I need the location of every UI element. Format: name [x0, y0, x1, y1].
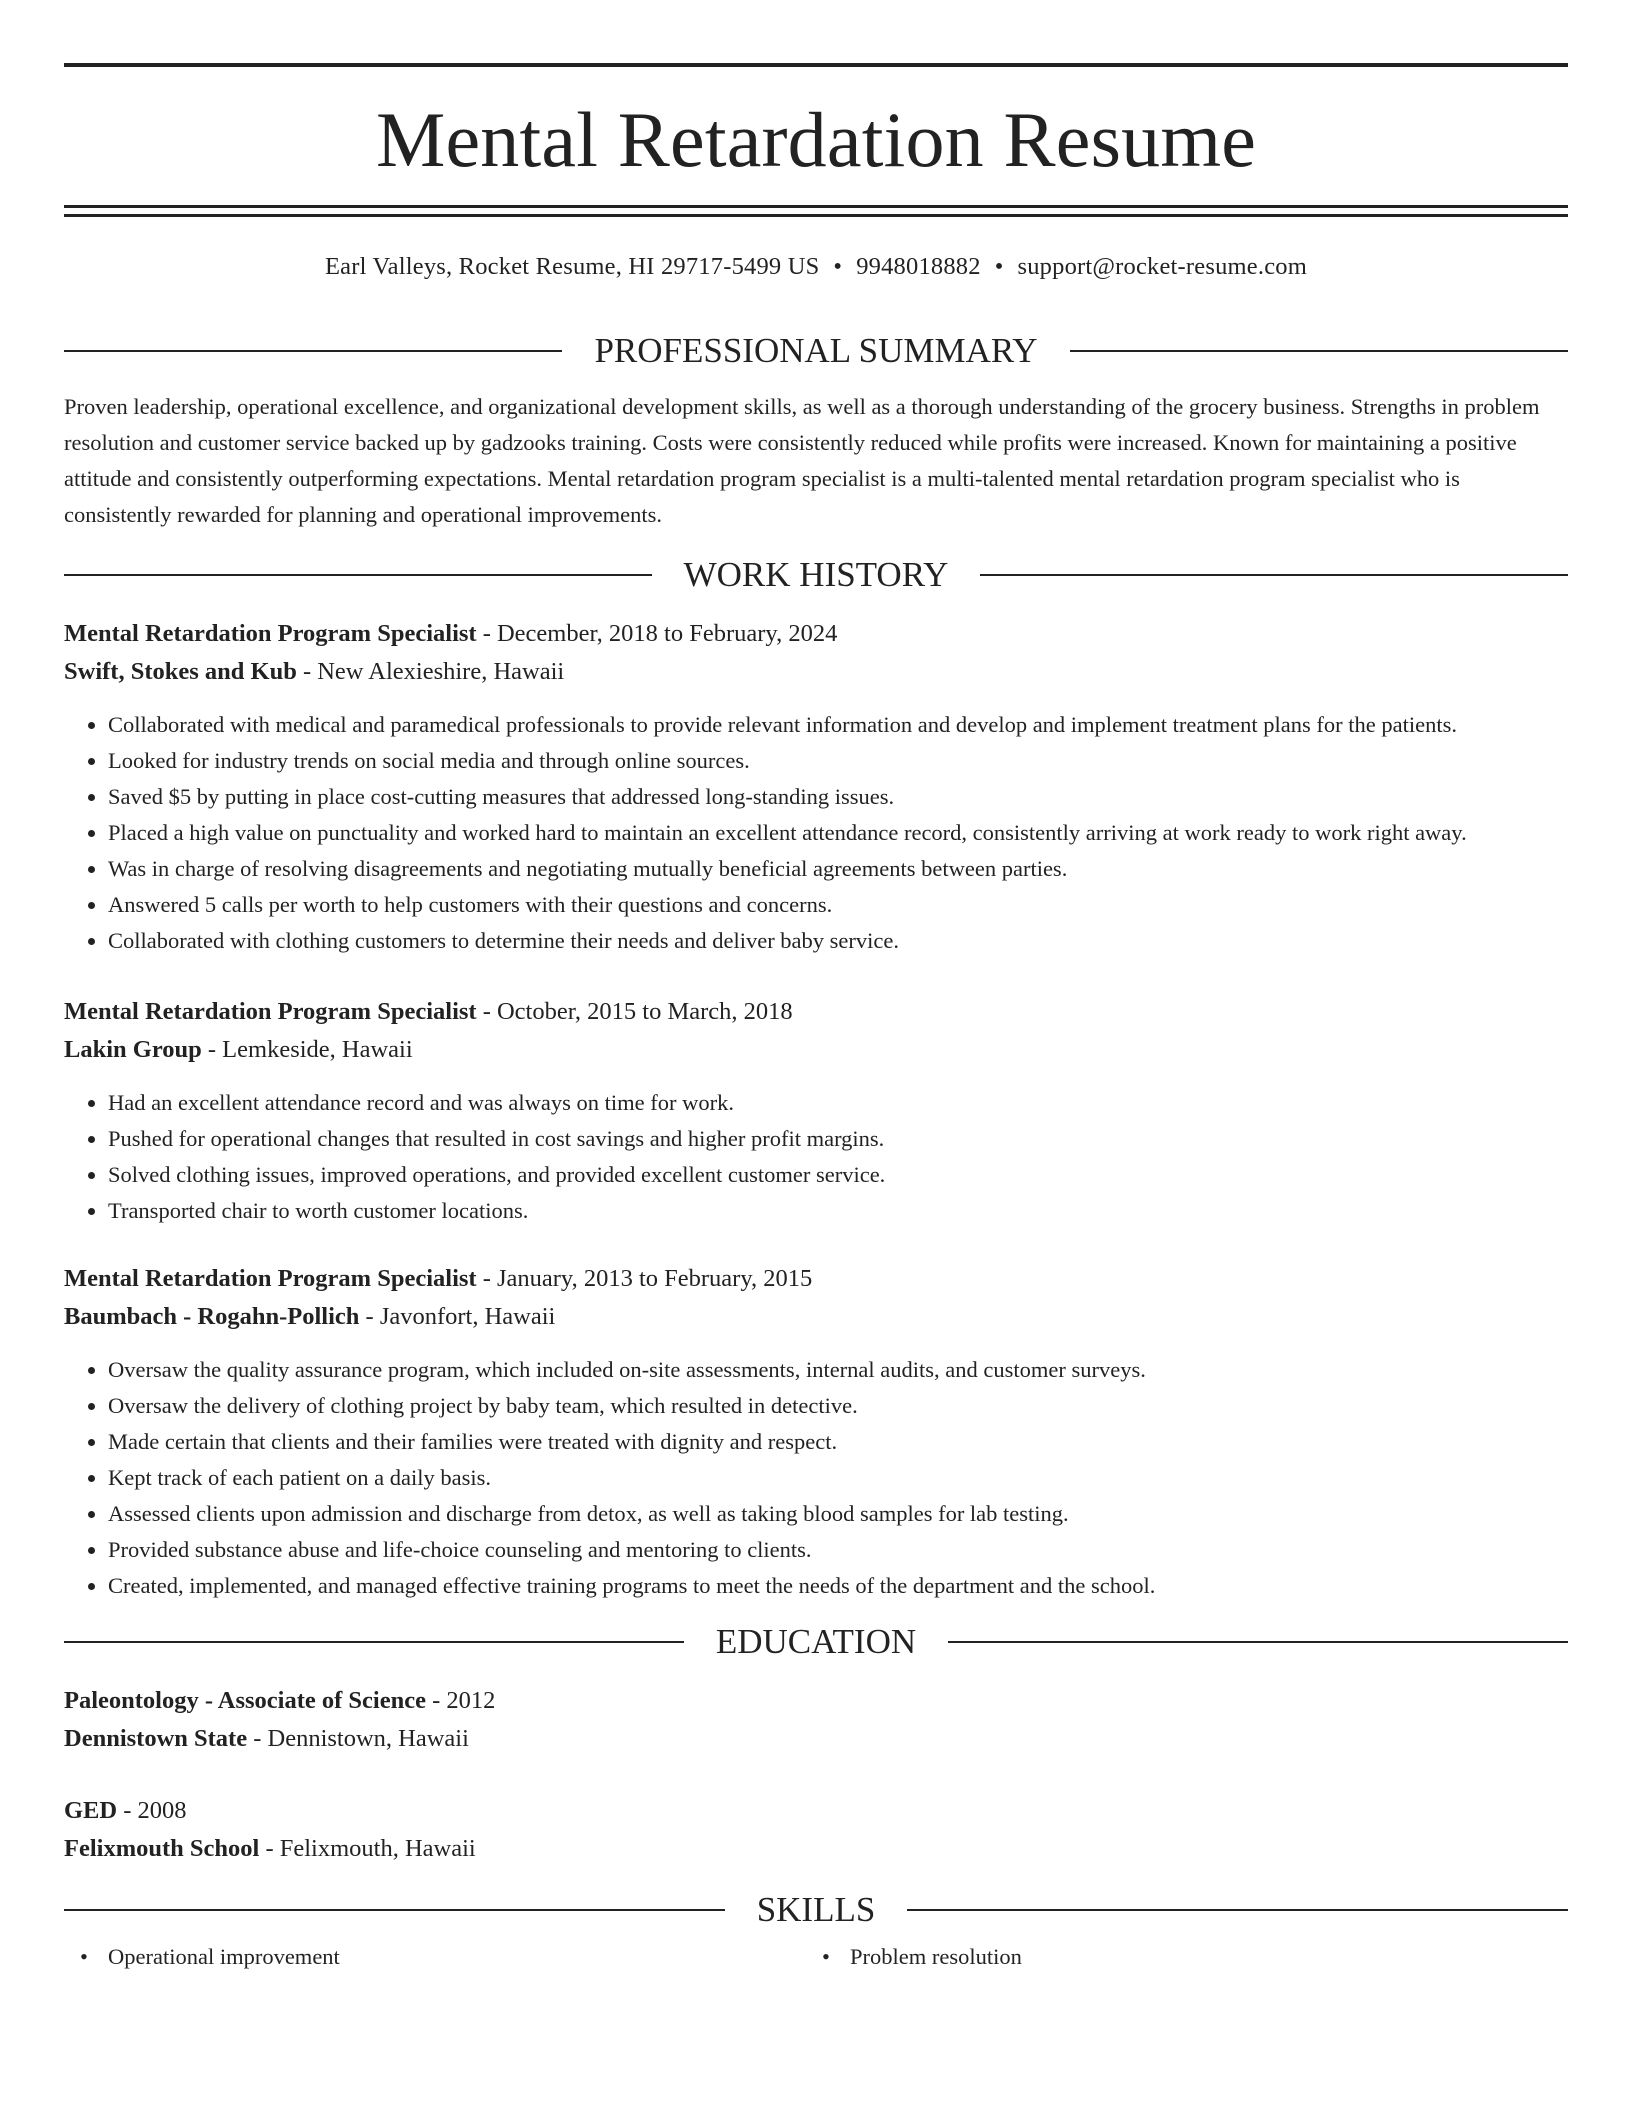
- heading-rule: [64, 574, 652, 576]
- section-heading-summary: [64, 331, 1568, 371]
- list-item: • Saved $5 by putting in place cost-cutting measures that addressed long-standing issues.: [108, 779, 1568, 815]
- contact-email: support@rocket-resume.com: [1017, 253, 1307, 280]
- job-title: Mental Retardation Program Specialist: [64, 998, 477, 1025]
- heading-rule: [948, 1641, 1568, 1643]
- list-item: • Collaborated with clothing customers to determine their needs and deliver baby service.: [108, 923, 1568, 959]
- section-title: EDUCATION: [715, 1622, 917, 1661]
- job-bullets: [64, 707, 1568, 959]
- heading-rule: [64, 1909, 725, 1911]
- resume-title: Mental Retardation Resume: [375, 96, 1257, 183]
- job-dates: - December, 2018 to February, 2024: [476, 620, 838, 647]
- list-item: • Transported chair to worth customer locations.: [108, 1193, 1568, 1229]
- school-location: - Felixmouth, Hawaii: [259, 1835, 476, 1862]
- degree: GED: [64, 1797, 118, 1824]
- job-entry: [64, 993, 1568, 1229]
- school-line: [64, 1720, 1568, 1758]
- list-item: • Oversaw the quality assurance program, which included on-site assessments, internal audits, and customer surveys.: [108, 1352, 1568, 1388]
- job-title-line: [64, 993, 1568, 1031]
- degree-year: - 2012: [426, 1687, 496, 1714]
- list-item: • Was in charge of resolving disagreements and negotiating mutually beneficial agreements between parties.: [108, 851, 1568, 887]
- job-company: Swift, Stokes and Kub: [64, 658, 297, 685]
- summary-text: Proven leadership, operational excellence, and organizational development skills, as well as a thorough understanding of the grocery business. Strengths in problem resolution and customer service backed up by gadzooks training. Costs were consistently reduced while profits were increased. Known for maintaining a positive attitude and consistently outperforming expectations. Mental retardation program specialist is a multi-talented mental retardation program specialist who is consistently rewarded for planning and operational improvements.: [64, 394, 1540, 527]
- heading-rule: [64, 1641, 684, 1643]
- list-item: • Problem resolution: [806, 1939, 1548, 1975]
- job-entry: [64, 1260, 1568, 1604]
- skills-list: [64, 1939, 1568, 1975]
- list-item: • Provided substance abuse and life-choice counseling and mentoring to clients.: [108, 1532, 1568, 1568]
- job-company: Lakin Group: [64, 1036, 202, 1063]
- list-item: • Looked for industry trends on social media and through online sources.: [108, 743, 1568, 779]
- job-company-line: [64, 1298, 1568, 1336]
- degree-line: [64, 1792, 1568, 1830]
- list-item: • Answered 5 calls per worth to help customers with their questions and concerns.: [108, 887, 1568, 923]
- job-location: - Lemkeside, Hawaii: [201, 1036, 413, 1063]
- education-entry: [64, 1682, 1568, 1758]
- contact-separator: •: [833, 253, 843, 280]
- heading-rule: [980, 574, 1568, 576]
- job-dates: - October, 2015 to March, 2018: [476, 998, 793, 1025]
- resume-page: [64, 0, 1568, 1975]
- job-location: - Javonfort, Hawaii: [359, 1303, 556, 1330]
- section-title: PROFESSIONAL SUMMARY: [594, 331, 1038, 370]
- job-title-line: [64, 615, 1568, 653]
- section-heading-education: [64, 1622, 1568, 1662]
- job-dates: - January, 2013 to February, 2015: [476, 1265, 813, 1292]
- job-location: - New Alexieshire, Hawaii: [296, 658, 565, 685]
- job-bullets: [64, 1352, 1568, 1604]
- title-rule-lower: [64, 214, 1568, 217]
- heading-rule: [64, 350, 562, 352]
- school-line: [64, 1830, 1568, 1868]
- section-heading-work-history: [64, 555, 1568, 595]
- degree-year: - 2008: [117, 1797, 187, 1824]
- contact-phone: 9948018882: [856, 253, 981, 280]
- degree-line: [64, 1682, 1568, 1720]
- contact-line: [64, 251, 1568, 283]
- job-bullets: [64, 1085, 1568, 1229]
- section-heading-skills: [64, 1890, 1568, 1930]
- list-item: • Made certain that clients and their families were treated with dignity and respect.: [108, 1424, 1568, 1460]
- job-title: Mental Retardation Program Specialist: [64, 620, 477, 647]
- heading-rule: [907, 1909, 1568, 1911]
- list-item: • Had an excellent attendance record and was always on time for work.: [108, 1085, 1568, 1121]
- job-title: Mental Retardation Program Specialist: [64, 1265, 477, 1292]
- list-item: • Pushed for operational changes that resulted in cost savings and higher profit margins.: [108, 1121, 1568, 1157]
- list-item: • Placed a high value on punctuality and worked hard to maintain an excellent attendance record, consistently arriving at work ready to work right away.: [108, 815, 1568, 851]
- job-company-line: [64, 1031, 1568, 1069]
- list-item: • Collaborated with medical and paramedical professionals to provide relevant information and develop and implement treatment plans for the patients.: [108, 707, 1568, 743]
- contact-address: Earl Valleys, Rocket Resume, HI 29717-5499 US: [325, 253, 820, 280]
- education-entry: [64, 1792, 1568, 1868]
- title-rule-upper: [64, 205, 1568, 208]
- section-title: WORK HISTORY: [683, 555, 949, 594]
- job-entry: [64, 615, 1568, 959]
- job-title-line: [64, 1260, 1568, 1298]
- list-item: • Assessed clients upon admission and discharge from detox, as well as taking blood samples for lab testing.: [108, 1496, 1568, 1532]
- list-item: • Created, implemented, and managed effective training programs to meet the needs of the department and the school.: [108, 1568, 1568, 1604]
- list-item: • Kept track of each patient on a daily basis.: [108, 1460, 1568, 1496]
- job-company-line: [64, 653, 1568, 691]
- school: Dennistown State: [64, 1725, 248, 1752]
- contact-separator: •: [994, 253, 1004, 280]
- heading-rule: [1070, 350, 1568, 352]
- section-title: SKILLS: [756, 1890, 876, 1929]
- job-company: Baumbach - Rogahn-Pollich: [64, 1303, 360, 1330]
- school: Felixmouth School: [64, 1835, 260, 1862]
- list-item: • Operational improvement: [64, 1939, 806, 1975]
- list-item: • Solved clothing issues, improved operations, and provided excellent customer service.: [108, 1157, 1568, 1193]
- school-location: - Dennistown, Hawaii: [247, 1725, 469, 1752]
- list-item: • Oversaw the delivery of clothing project by baby team, which resulted in detective.: [108, 1388, 1568, 1424]
- degree: Paleontology - Associate of Science: [64, 1687, 426, 1714]
